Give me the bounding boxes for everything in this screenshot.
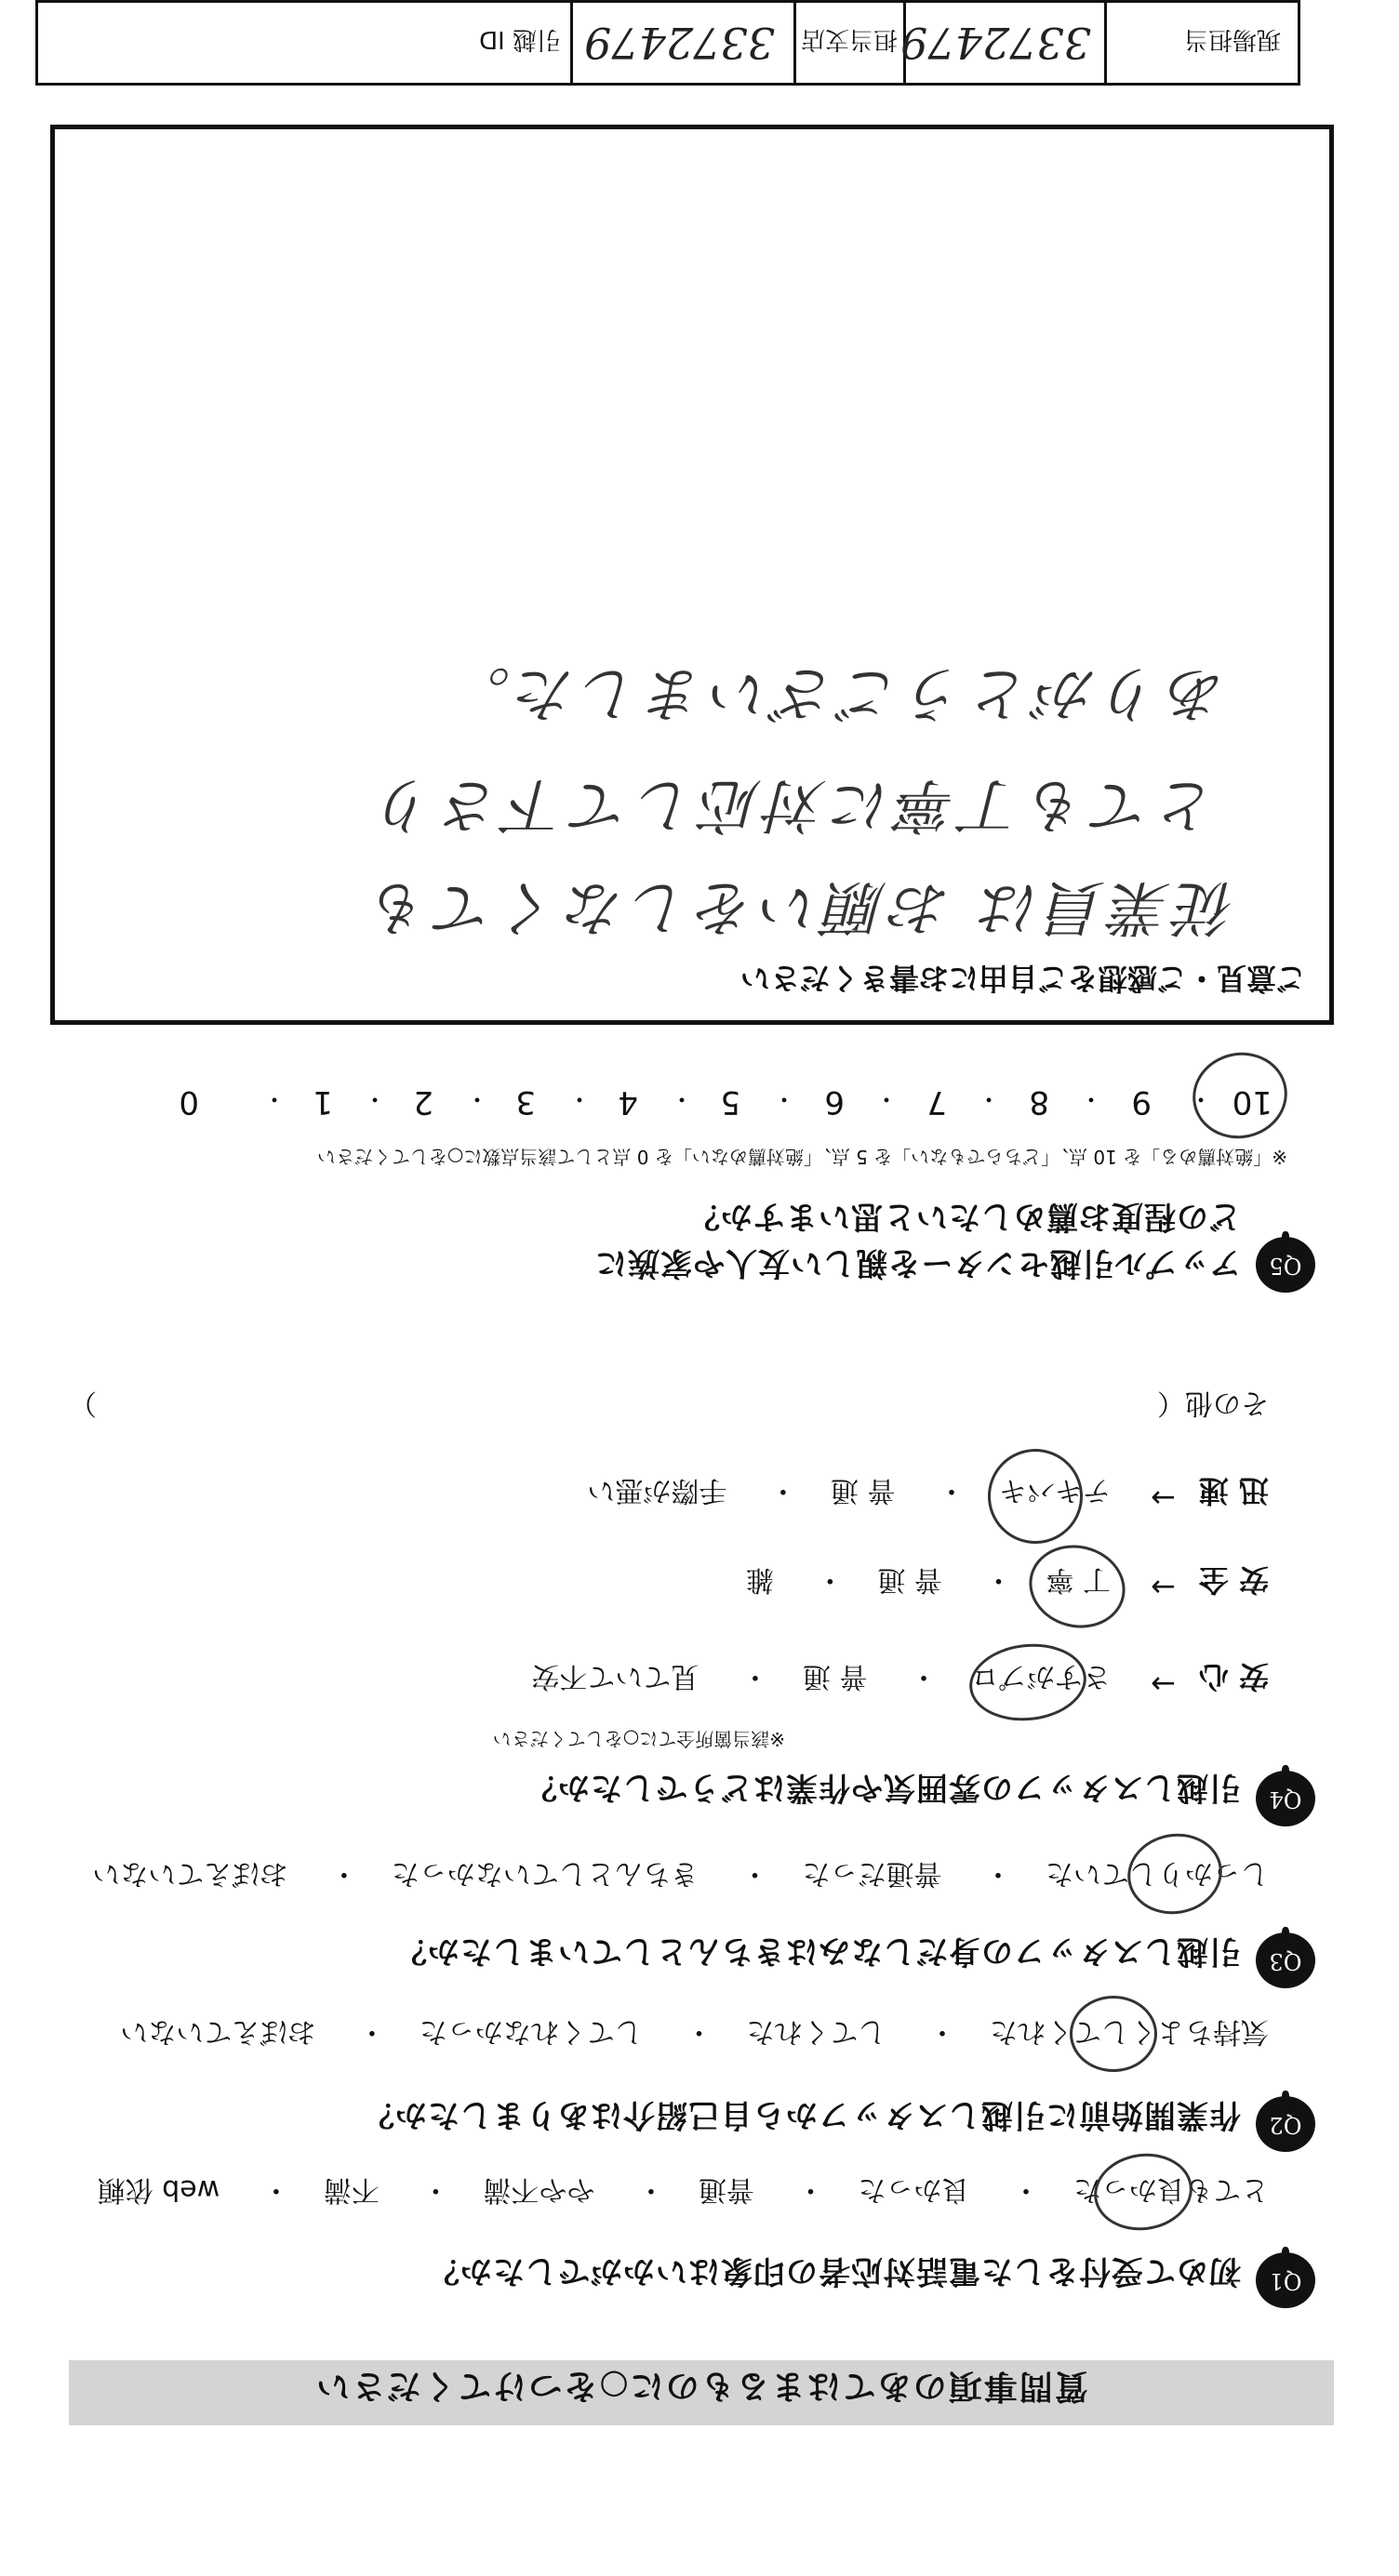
q4-note: ※該当箇所全てに○をしてください	[492, 1728, 785, 1750]
q4-option[interactable]: 見ていて不安	[531, 1660, 700, 1693]
q4-option[interactable]: 普 通	[830, 1474, 896, 1507]
q4-row-options: さすがプロ・ 普 通・ 見ていて不安	[522, 1659, 1120, 1700]
handwritten-comment-line: 従業員は お願いをしなくても	[365, 872, 1236, 941]
q4-row-category: 迅 速	[1198, 1473, 1269, 1508]
q5-question-line1: アップル引越センターを親しい友人や家族に	[594, 1244, 1241, 1281]
q5-selection-mark	[1185, 1043, 1296, 1147]
q4-other-close: ）	[69, 1387, 97, 1419]
q1-option[interactable]: 普通	[698, 2173, 754, 2206]
q4-question: 引越しスタッフの雰囲気や作業はどうでしたか？	[525, 1769, 1241, 1806]
footer-info-table	[35, 0, 1300, 86]
q4-row-options: テキパキ・ 普 通・ 手際が悪い	[578, 1473, 1120, 1514]
handwritten-comment-line: ありがとうございました。	[446, 658, 1227, 727]
q4-other-label: その他（	[1157, 1387, 1269, 1419]
q4-option[interactable]: さすがプロ	[971, 1660, 1111, 1693]
q5-scale-value[interactable]: 5	[720, 1083, 740, 1121]
staff-label: 現場担当	[1183, 25, 1281, 53]
q5-scale-value[interactable]: 2	[413, 1083, 433, 1121]
comment-label: ご意見・ご感想をご自由にお書きください	[739, 961, 1306, 996]
q4-badge: Q4	[1256, 1771, 1315, 1826]
comment-box[interactable]	[50, 125, 1334, 1025]
q1-option[interactable]: とても良かった	[1073, 2173, 1269, 2206]
q5-note: ※「絶対薦める」を 10 点、「どちらでもない」を 5 点、「絶対薦めない」を 0 点として該当点数に○をしてください	[316, 1146, 1287, 1168]
q5-scale-value[interactable]: 4	[618, 1083, 638, 1121]
q2-option[interactable]: おぼえていない	[120, 2015, 316, 2048]
q1-option[interactable]: 良かった	[858, 2173, 970, 2206]
q5-scale-value[interactable]: 7	[926, 1083, 947, 1121]
q1-options: とても良かった・ 良かった・ 普通・ やや不満・ 不満・ web 依頼	[88, 2172, 1278, 2213]
q3-badge: Q3	[1256, 1932, 1315, 1988]
arrow-right-icon: →	[1151, 1481, 1176, 1516]
survey-form-sheet: 質問事項のあてはまるものに○をつけてください Q1 初めて受付をした電話対応者の印象はいかがでしたか？ とても良かった・ 良かった・ 普通・ やや不満・ 不満・ web 依頼 Q2 作業開始前に引越しスタッフから自己紹介はありましたか？ 気持ちよくしてくれた・ してくれた・ してくれなかった・ おぼえていない Q3 引越しスタッフの身だしなみはきちんとしていましたか？ しっかりしていた・ 普通だった・ きちんとしていなかった・ おぼえていない Q4 引越しスタッフの雰囲気や作業はどうでしたか？ ※該当箇所全てに○をしてください 安 心 → さすがプロ・ 普 通・ 見ていて不安 安 全 → 丁 寧・ 普 通・ 雑 迅 速 → テキパキ・ 普 通・ 手際が悪い その他（ ） Q5 アップル引越センターを親しい友人や家族に どの程度お薦めしたいと思いますか？ ※「絶対薦める」を 10 点、「どちらでもない」を 5 点、「絶対薦めない」を 0 点として該当点数に○をしてください 10 ・ 9 ・ 8 ・ 7 ・ 6 ・ 5 ・ 4 ・ 3 ・ 2 ・ 1 ・ 0 ご意見・ご感想をご自由にお書きください 従業員は お願いをしなくても とても丁寧に対応して下さり ありがとうございました。 現場担当 3372479 担当支店 3372479 引越 ID	[0, 0, 1399, 2576]
q1-badge: Q1	[1256, 2252, 1315, 2308]
branch-value-cell	[900, 3, 1104, 83]
id-label-cell	[460, 3, 570, 83]
handwritten-comment-line: とても丁寧に対応して下さり	[371, 770, 1218, 839]
q4-safety-selection-mark	[966, 1639, 1090, 1727]
q5-scale-value[interactable]: 8	[1029, 1083, 1049, 1121]
q4-option[interactable]: テキパキ	[999, 1474, 1111, 1507]
q5-question-line2: どの程度お薦めしたいと思いますか？	[687, 1198, 1241, 1235]
q5-scale-value[interactable]: 3	[515, 1083, 536, 1121]
q5-scale-value[interactable]: 9	[1131, 1083, 1152, 1121]
q4-row-category: 安 心	[1198, 1659, 1269, 1694]
q3-option[interactable]: きちんとしていなかった	[391, 1857, 699, 1890]
branch-label: 担当支店	[800, 25, 898, 53]
q4-row-category: 安 全	[1198, 1562, 1269, 1598]
q3-selection-mark	[1121, 1826, 1228, 1921]
q5-badge: Q5	[1256, 1237, 1315, 1293]
instruction-text: 質問事項のあてはまるものに○をつけてください	[314, 2367, 1088, 2405]
arrow-right-icon: →	[1151, 1570, 1176, 1605]
q2-options: 気持ちよくしてくれた・ してくれた・ してくれなかった・ おぼえていない	[111, 2014, 1278, 2055]
id-value-cell	[570, 3, 793, 83]
q2-option[interactable]: してくれた	[746, 2015, 886, 2048]
q4-option[interactable]: 丁 寧	[1046, 1563, 1111, 1596]
q4-other-field[interactable]	[1157, 1386, 1269, 1427]
id-value: 3372479	[584, 18, 775, 68]
q5-scale-value[interactable]: 1	[313, 1083, 333, 1121]
q5-scale-value[interactable]: 0	[179, 1083, 199, 1121]
q3-options: しっかりしていた・ 普通だった・ きちんとしていなかった・ おぼえていない	[83, 1856, 1278, 1897]
id-label: 引越 ID	[479, 25, 561, 53]
q1-question: 初めて受付をした電話対応者の印象はいかがでしたか？	[427, 2252, 1241, 2290]
q1-selection-mark	[1089, 2147, 1197, 2237]
q3-option[interactable]: 普通だった	[802, 1857, 942, 1890]
q2-selection-mark	[1070, 1996, 1157, 2072]
q2-option[interactable]: してくれなかった	[419, 2015, 643, 2048]
q4-care-selection-mark	[1020, 1535, 1134, 1639]
q4-speed-selection-mark	[976, 1437, 1096, 1557]
arrow-right-icon: →	[1151, 1666, 1176, 1702]
q5-scale-value[interactable]: 6	[824, 1083, 845, 1121]
q3-option[interactable]: しっかりしていた	[1046, 1857, 1269, 1890]
staff-cell	[1104, 3, 1298, 83]
branch-label-cell	[793, 3, 903, 83]
q1-option[interactable]: やや不満	[483, 2173, 595, 2206]
q4-option[interactable]: 手際が悪い	[587, 1474, 727, 1507]
q2-badge: Q2	[1256, 2096, 1315, 2152]
branch-value: 3372479	[900, 18, 1091, 68]
q3-option[interactable]: おぼえていない	[92, 1857, 288, 1890]
q4-row-options: 丁 寧・ 普 通・ 雑	[737, 1562, 1120, 1603]
q4-option[interactable]: 雑	[745, 1563, 774, 1596]
q2-option[interactable]: 気持ちよくしてくれた	[990, 2015, 1269, 2048]
q1-option[interactable]: 不満	[323, 2173, 380, 2206]
q4-option[interactable]: 普 通	[877, 1563, 942, 1596]
instruction-header	[69, 2360, 1334, 2425]
q4-option[interactable]: 普 通	[802, 1660, 868, 1693]
q1-option[interactable]: web 依頼	[97, 2173, 220, 2206]
q2-question: 作業開始前に引越しスタッフから自己紹介はありましたか？	[362, 2096, 1241, 2133]
q3-question: 引越しスタッフの身だしなみはきちんとしていましたか？	[394, 1932, 1241, 1970]
q5-scale-value[interactable]: 10	[1232, 1083, 1272, 1121]
